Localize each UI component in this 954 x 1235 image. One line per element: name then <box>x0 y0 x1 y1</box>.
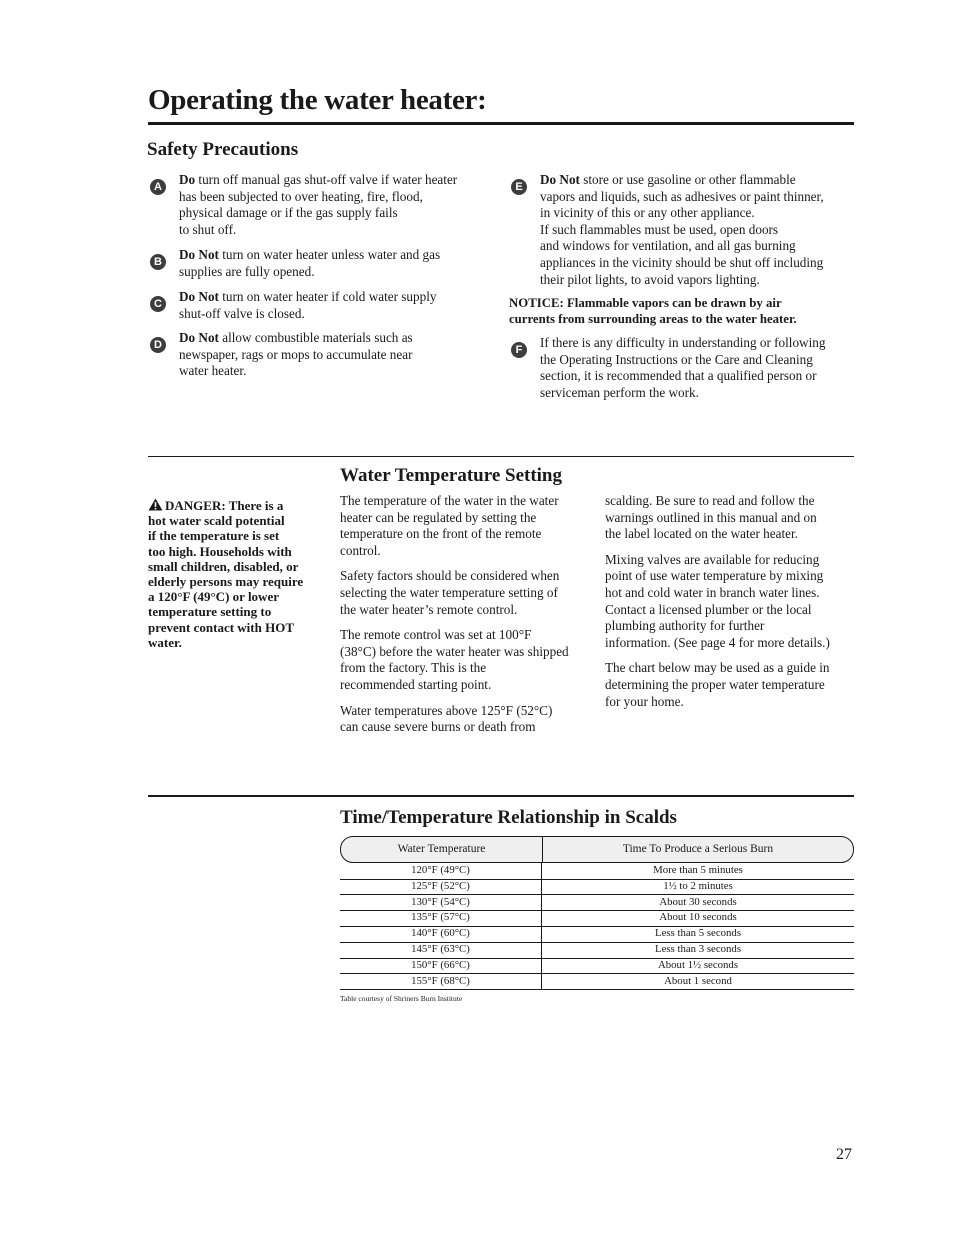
text-line: shut-off valve is closed. <box>179 305 305 321</box>
header-water-temperature: Water Temperature <box>397 843 486 855</box>
cell-burn-time: More than 5 minutes <box>653 864 743 876</box>
text-line: recommended starting point. <box>340 676 492 692</box>
text-line: Water temperatures above 125°F (52°C) <box>340 702 553 718</box>
paragraph <box>605 552 857 652</box>
text-line: vapors and liquids, such as adhesives or paint thinner, <box>540 188 824 204</box>
text-line: point of use water temperature by mixing <box>605 568 824 584</box>
table-row <box>340 974 854 991</box>
letter-badge-a: A <box>150 179 166 195</box>
letter-badge-e: E <box>511 179 527 195</box>
danger-line: prevent contact with HOT <box>148 619 294 635</box>
text-line: supplies are fully opened. <box>179 263 315 279</box>
header-burn-time: Time To Produce a Serious Burn <box>622 843 774 855</box>
notice-line: NOTICE: Flammable vapors can be drawn by air <box>509 296 782 310</box>
title-rule <box>148 122 854 125</box>
lead-word: Do Not <box>540 172 580 187</box>
text-line: Mixing valves are available for reducing <box>605 551 820 567</box>
line-text: turn on water heater if cold water supply <box>218 289 437 304</box>
text-line: information. (See page 4 for more details.) <box>605 634 830 650</box>
paragraph <box>340 493 590 559</box>
danger-text: DANGER: There is a <box>165 498 284 513</box>
text-line: in vicinity of this or any other appliance. <box>540 205 755 221</box>
text-line <box>540 172 824 189</box>
cell-burn-time: About 30 seconds <box>659 895 737 908</box>
safety-item-text <box>540 335 825 401</box>
safety-item-text <box>179 247 440 280</box>
page-number: 27 <box>836 1146 852 1163</box>
text-line: (38°C) before the water heater was shipped <box>340 643 569 659</box>
water-temp-heading: Water Temperature Setting <box>340 465 562 486</box>
cell-water-temperature: 150°F (66°C) <box>411 958 470 971</box>
letter-badge-b: B <box>150 254 166 270</box>
cell-water-temperature: 125°F (52°C) <box>411 879 470 892</box>
text-line: section, it is recommended that a qualified person or <box>540 368 817 384</box>
danger-line: a 120°F (49°C) or lower <box>148 589 279 605</box>
danger-line <box>148 498 328 513</box>
text-line: temperature on the front of the remote <box>340 526 542 542</box>
cell-water-temperature: 120°F (49°C) <box>411 864 470 876</box>
text-line: can cause severe burns or death from <box>340 719 536 735</box>
text-line: control. <box>340 542 381 558</box>
text-line: from the factory. This is the <box>340 660 487 676</box>
paragraph <box>340 703 590 736</box>
table-row <box>340 926 854 943</box>
text-line: the water heater’s remote control. <box>340 601 518 617</box>
text-line: newspaper, rags or mops to accumulate near <box>179 346 413 362</box>
notice-text <box>509 296 797 327</box>
lead-word: Do Not <box>179 247 219 262</box>
cell-water-temperature: 155°F (68°C) <box>411 974 470 987</box>
cell-water-temperature: 130°F (54°C) <box>411 895 470 908</box>
text-line: determining the proper water temperature <box>605 676 825 692</box>
table-row <box>340 910 854 927</box>
text-line: If such flammables must be used, open doors <box>540 221 779 237</box>
cell-burn-time: Less than 3 seconds <box>654 943 742 955</box>
line-text: turn on water heater unless water and gas <box>218 247 441 262</box>
section-divider <box>148 795 854 797</box>
danger-line: water. <box>148 634 182 650</box>
cell-burn-time: About 10 seconds <box>659 911 737 924</box>
water-temp-column-2 <box>605 493 857 719</box>
text-line: hot and cold water in branch water lines. <box>605 584 820 600</box>
table-row <box>340 895 854 912</box>
cell-water-temperature: 140°F (60°C) <box>411 927 470 940</box>
line-text: turn off manual gas shut-off valve if water heater <box>195 172 458 187</box>
text-line: their pilot lights, to avoid vapors lighting. <box>540 271 760 287</box>
text-line: If there is any difficulty in understanding or following <box>540 335 826 350</box>
text-line: to shut off. <box>179 221 237 237</box>
text-line <box>179 172 457 189</box>
lead-word: Do <box>179 172 196 187</box>
warning-triangle-icon <box>148 498 163 511</box>
text-line: Safety factors should be considered when <box>340 568 560 584</box>
text-line: selecting the water temperature setting of <box>340 584 558 600</box>
water-temp-column-1 <box>340 493 590 745</box>
text-line <box>179 330 413 347</box>
table-header <box>340 836 854 863</box>
page-title: Operating the water heater: <box>148 84 487 116</box>
scald-table-heading: Time/Temperature Relationship in Scalds <box>340 807 677 828</box>
safety-item-text <box>179 330 413 380</box>
text-line: has been subjected to over heating, fire, flood, <box>179 188 423 204</box>
paragraph <box>605 493 857 543</box>
text-line: appliances in the vicinity should be shut off including <box>540 254 824 270</box>
cell-water-temperature: 145°F (63°C) <box>411 943 470 955</box>
text-line: the label located on the water heater. <box>605 526 798 542</box>
cell-water-temperature: 135°F (57°C) <box>411 911 470 924</box>
line-text: store or use gasoline or other flammable <box>579 172 796 187</box>
section-divider <box>148 456 854 457</box>
text-line: the Operating Instructions or the Care and Cleaning <box>540 351 813 367</box>
lead-word: Do Not <box>179 289 219 304</box>
letter-badge-c: C <box>150 296 166 312</box>
text-line: for your home. <box>605 693 684 709</box>
text-line: and windows for ventilation, and all gas burning <box>540 238 796 254</box>
cell-burn-time: 1½ to 2 minutes <box>663 879 733 892</box>
text-line: warnings outlined in this manual and on <box>605 509 817 525</box>
text-line: physical damage or if the gas supply fails <box>179 205 398 221</box>
table-row <box>340 879 854 896</box>
paragraph <box>340 568 590 618</box>
text-line: serviceman perform the work. <box>540 384 699 400</box>
text-line: Contact a licensed plumber or the local <box>605 601 812 617</box>
line-text: allow combustible materials such as <box>218 330 413 345</box>
text-line <box>179 289 436 306</box>
danger-line: temperature setting to <box>148 604 272 620</box>
safety-item-text <box>179 289 436 322</box>
cell-burn-time: About 1 second <box>664 974 732 987</box>
text-line: scalding. Be sure to read and follow the <box>605 493 815 508</box>
safety-heading: Safety Precautions <box>147 139 299 160</box>
letter-badge-f: F <box>511 342 527 358</box>
notice-line: currents from surrounding areas to the water heater. <box>509 311 797 326</box>
table-row <box>340 942 854 959</box>
danger-line: elderly persons may require <box>148 574 304 590</box>
text-line: heater can be regulated by setting the <box>340 509 537 525</box>
safety-item-text <box>540 172 824 288</box>
danger-line: hot water scald potential <box>148 513 285 529</box>
paragraph <box>340 627 590 693</box>
danger-line: small children, disabled, or <box>148 558 299 574</box>
text-line <box>179 247 440 264</box>
text-line: The chart below may be used as a guide in <box>605 660 830 676</box>
text-line: The remote control was set at 100°F <box>340 627 532 643</box>
letter-badge-d: D <box>150 337 166 353</box>
danger-line: if the temperature is set <box>148 528 280 544</box>
text-line: plumbing authority for further <box>605 618 765 634</box>
cell-burn-time: About 1½ seconds <box>657 958 739 971</box>
safety-item-text <box>179 172 457 238</box>
text-line: The temperature of the water in the water <box>340 493 559 508</box>
danger-line: too high. Households with <box>148 543 292 559</box>
paragraph <box>605 660 857 710</box>
text-line: water heater. <box>179 363 247 379</box>
table-footnote: Table courtesy of Shriners Burn Institute <box>340 994 463 1003</box>
table-row <box>340 863 854 880</box>
cell-burn-time: Less than 5 seconds <box>654 927 742 940</box>
table-row <box>340 958 854 975</box>
danger-warning <box>148 498 328 650</box>
lead-word: Do Not <box>179 330 219 345</box>
